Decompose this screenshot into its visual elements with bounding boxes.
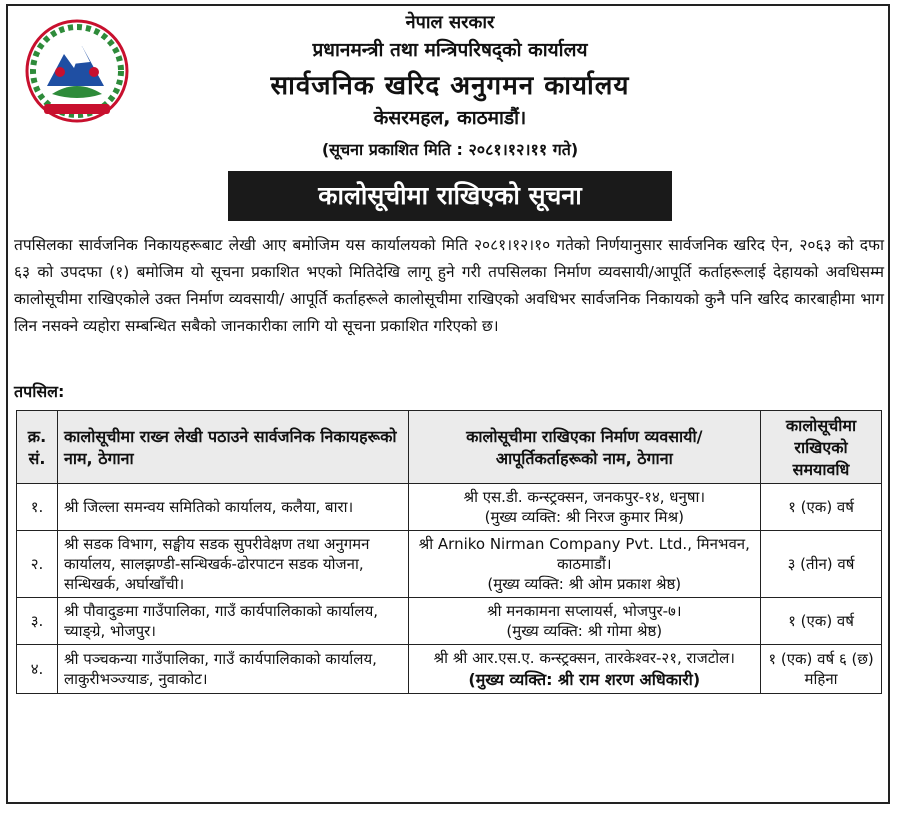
blacklist-table xyxy=(16,410,882,694)
row-serial-number: ३. xyxy=(17,598,58,645)
row-public-entity: श्री पञ्चकन्या गाउँपालिका, गाउँ कार्यपालिकाको कार्यालय, लाकुरीभञ्ज्याङ, नुवाकोट। xyxy=(57,645,408,694)
header-serial-number: क्र. सं. xyxy=(17,411,58,484)
government-name: नेपाल सरकार xyxy=(405,12,495,33)
publish-date: (सूचना प्रकाशित मिति : २०८१।१२।११ गते) xyxy=(321,140,579,159)
ministry-name: प्रधानमन्त्री तथा मन्त्रिपरिषद्को कार्यालय xyxy=(312,39,588,61)
row-supplier: श्री श्री आर.एस.ए. कन्स्ट्रक्सन, तारकेश्वर-२१, राजटोल। xyxy=(433,649,735,667)
row-key-person: (मुख्य व्यक्ति: श्री ओम प्रकाश श्रेष्ठ) xyxy=(487,575,682,593)
table-header-row xyxy=(17,411,882,484)
row-supplier-cell xyxy=(408,531,761,598)
header-period: कालोसूचीमा राखिएको समयावधि xyxy=(761,411,882,484)
row-period: १ (एक) वर्ष xyxy=(761,598,882,645)
row-public-entity: श्री पौवादुङमा गाउँपालिका, गाउँ कार्यपालिकाको कार्यालय, च्याङ्ग्रे, भोजपुर। xyxy=(57,598,408,645)
table-row xyxy=(17,645,882,694)
row-serial-number: २. xyxy=(17,531,58,598)
row-supplier: श्री मनकामना सप्लायर्स, भोजपुर-७। xyxy=(487,602,682,620)
notice-title-banner: कालोसूचीमा राखिएको सूचना xyxy=(228,171,672,221)
row-key-person: (मुख्य व्यक्ति: श्री राम शरण अधिकारी) xyxy=(468,670,701,689)
header-supplier: कालोसूचीमा राखिएका निर्माण व्यवसायी/ आपूर्तिकर्ताहरूको नाम, ठेगाना xyxy=(408,411,761,484)
notice-paragraph: तपसिलका सार्वजनिक निकायहरूबाट लेखी आए बमोजिम यस कार्यालयको मिति २०८१।१२।१० गतेको निर्णयानुसार सार्वजनिक खरिद ऐन, २०६३ को दफा ६३ को उपदफा (१) बमोजिम यो सूचना प्रकाशित भएको मितिदेखि लागू हुने गरी तपसिलका निर्माण व्यवसायी/आपूर्ति कर्ताहरूलाई देहायको अवधिसम्म कालोसूचीमा राखिएकोले उक्त निर्माण व्यवसायी/ आपूर्ति कर्ताहरूले कालोसूचीमा राखिएको अवधिभर सार्वजनिक निकायको कुनै पनि खरिद कारबाहीमा भाग लिन नसक्ने व्यहोरा सम्बन्धित सबैको जानकारीका लागि यो सूचना प्रकाशित गरिएको छ। xyxy=(14,236,884,335)
header-public-entity: कालोसूचीमा राख्न लेखी पठाउने सार्वजनिक निकायहरूको नाम, ठेगाना xyxy=(57,411,408,484)
row-supplier: श्री Arniko Nirman Company Pvt. Ltd., मिनभवन, काठमाडौं। xyxy=(418,535,750,573)
office-name: सार्वजनिक खरिद अनुगमन कार्यालय xyxy=(270,71,630,101)
row-period: १ (एक) वर्ष xyxy=(761,484,882,531)
row-period: १ (एक) वर्ष ६ (छ) महिना xyxy=(761,645,882,694)
nepal-government-emblem-icon xyxy=(22,16,132,126)
table-row xyxy=(17,484,882,531)
row-serial-number: ४. xyxy=(17,645,58,694)
details-label: तपसिल: xyxy=(14,382,65,401)
table-row xyxy=(17,598,882,645)
office-address: केसरमहल, काठमाडौं। xyxy=(373,107,527,129)
row-supplier: श्री एस.डी. कन्स्ट्रक्सन, जनकपुर-१४, धनुषा। xyxy=(463,488,706,506)
row-supplier-cell xyxy=(408,645,761,694)
row-serial-number: १. xyxy=(17,484,58,531)
row-key-person: (मुख्य व्यक्ति: श्री निरज कुमार मिश्र) xyxy=(484,508,684,526)
table-row xyxy=(17,531,882,598)
row-public-entity: श्री जिल्ला समन्वय समितिको कार्यालय, कलैया, बारा। xyxy=(57,484,408,531)
row-public-entity: श्री सडक विभाग, सङ्घीय सडक सुपरीवेक्षण तथा अनुगमन कार्यालय, सालझण्डी-सन्धिखर्क-ढोरपाटन सडक योजना, सन्धिखर्क, अर्घाखाँची। xyxy=(57,531,408,598)
row-period: ३ (तीन) वर्ष xyxy=(761,531,882,598)
row-supplier-cell xyxy=(408,484,761,531)
row-key-person: (मुख्य व्यक्ति: श्री गोमा श्रेष्ठ) xyxy=(506,622,663,640)
row-supplier-cell xyxy=(408,598,761,645)
